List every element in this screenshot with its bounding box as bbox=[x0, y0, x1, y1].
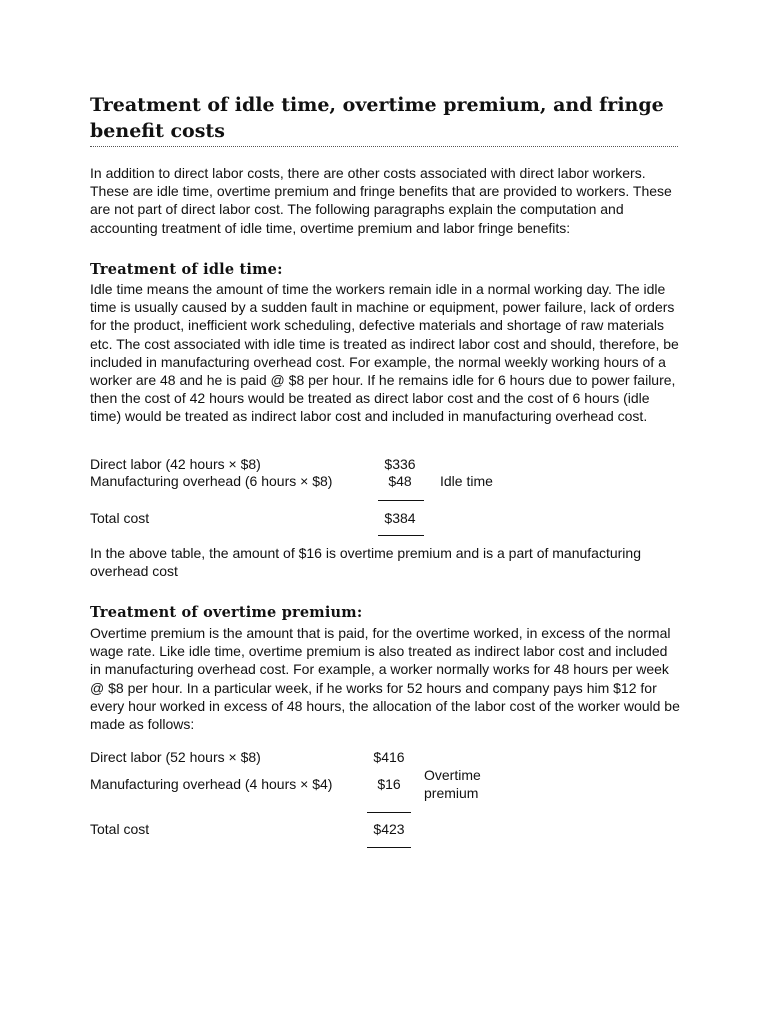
overtime-table-total-label: Total cost bbox=[90, 821, 150, 837]
overtime-table-overtime-note: Overtime premium bbox=[424, 767, 481, 801]
idle-table-direct-labor-label: Direct labor (42 hours × $8) bbox=[90, 456, 261, 472]
overtime-table-direct-labor-label: Direct labor (52 hours × $8) bbox=[90, 749, 261, 765]
idle-table-direct-labor-amount: $336 bbox=[384, 456, 416, 472]
overtime-table-total-amount: $423 bbox=[373, 821, 405, 837]
overtime-premium-paragraph: Overtime premium is the amount that is paid, for the overtime worked, in excess of the normal wage rate. Like idle time, overtime premium is also treated as indirect labor cost and included in manufacturing overhead cost. For example, a worker normally works for 48 hours per week @ $8 per hour. In a particular week, if he works for 52 hours and company pays him $12 for every hour worked in excess of 48 hours, the allocation of the labor cost of the worker would be made as follows: bbox=[90, 625, 680, 733]
overtime-table-direct-labor-amount: $416 bbox=[373, 749, 405, 765]
intro-paragraph: In addition to direct labor costs, there are other costs associated with direct labor workers. These are idle time, overtime premium and fringe benefits that are provided to workers. These are not part of direct labor cost. The following paragraphs explain the computation and accounting treatment of idle time, overtime premium and labor fringe benefits: bbox=[90, 165, 672, 236]
idle-table-total-label: Total cost bbox=[90, 510, 150, 526]
overtime-table-subtotal-rule bbox=[367, 812, 411, 813]
title-divider bbox=[90, 146, 678, 147]
page-title: Treatment of idle time, overtime premium, and fringe benefit costs bbox=[90, 94, 664, 142]
idle-time-paragraph: Idle time means the amount of time the workers remain idle in a normal working day. The idle time is usually caused by a sudden fault in machine or equipment, power failure, lack of orders for the product, inefficient work scheduling, defective materials and shortage of raw materials etc. The cost associated with idle time is treated as indirect labor cost and should, therefore, be included in manufacturing overhead cost. For example, the normal weekly working hours of a worker are 48 and he is paid @ $8 per hour. If he remains idle for 6 hours due to power failure, then the cost of 42 hours would be treated as direct labor cost and the cost of 6 hours (idle time) would be treated as indirect labor cost and included in manufacturing overhead cost. bbox=[90, 281, 679, 425]
idle-table-total-amount: $384 bbox=[384, 510, 416, 526]
idle-table-subtotal-rule bbox=[378, 500, 424, 501]
idle-table-idle-time-note: Idle time bbox=[440, 473, 493, 489]
document-page bbox=[90, 0, 680, 1024]
idle-table-overhead-label: Manufacturing overhead (6 hours × $8) bbox=[90, 473, 333, 489]
idle-time-note-paragraph: In the above table, the amount of $16 is overtime premium and is a part of manufacturing overhead cost bbox=[90, 545, 641, 580]
overtime-table-overhead-amount: $16 bbox=[377, 776, 401, 792]
overtime-premium-heading: Treatment of overtime premium: bbox=[90, 604, 363, 621]
overtime-table-overhead-label: Manufacturing overhead (4 hours × $4) bbox=[90, 776, 333, 792]
idle-table-total-rule bbox=[378, 535, 424, 536]
overtime-table-total-rule bbox=[367, 847, 411, 848]
idle-table-overhead-amount: $48 bbox=[388, 473, 412, 489]
idle-time-heading: Treatment of idle time: bbox=[90, 261, 283, 278]
